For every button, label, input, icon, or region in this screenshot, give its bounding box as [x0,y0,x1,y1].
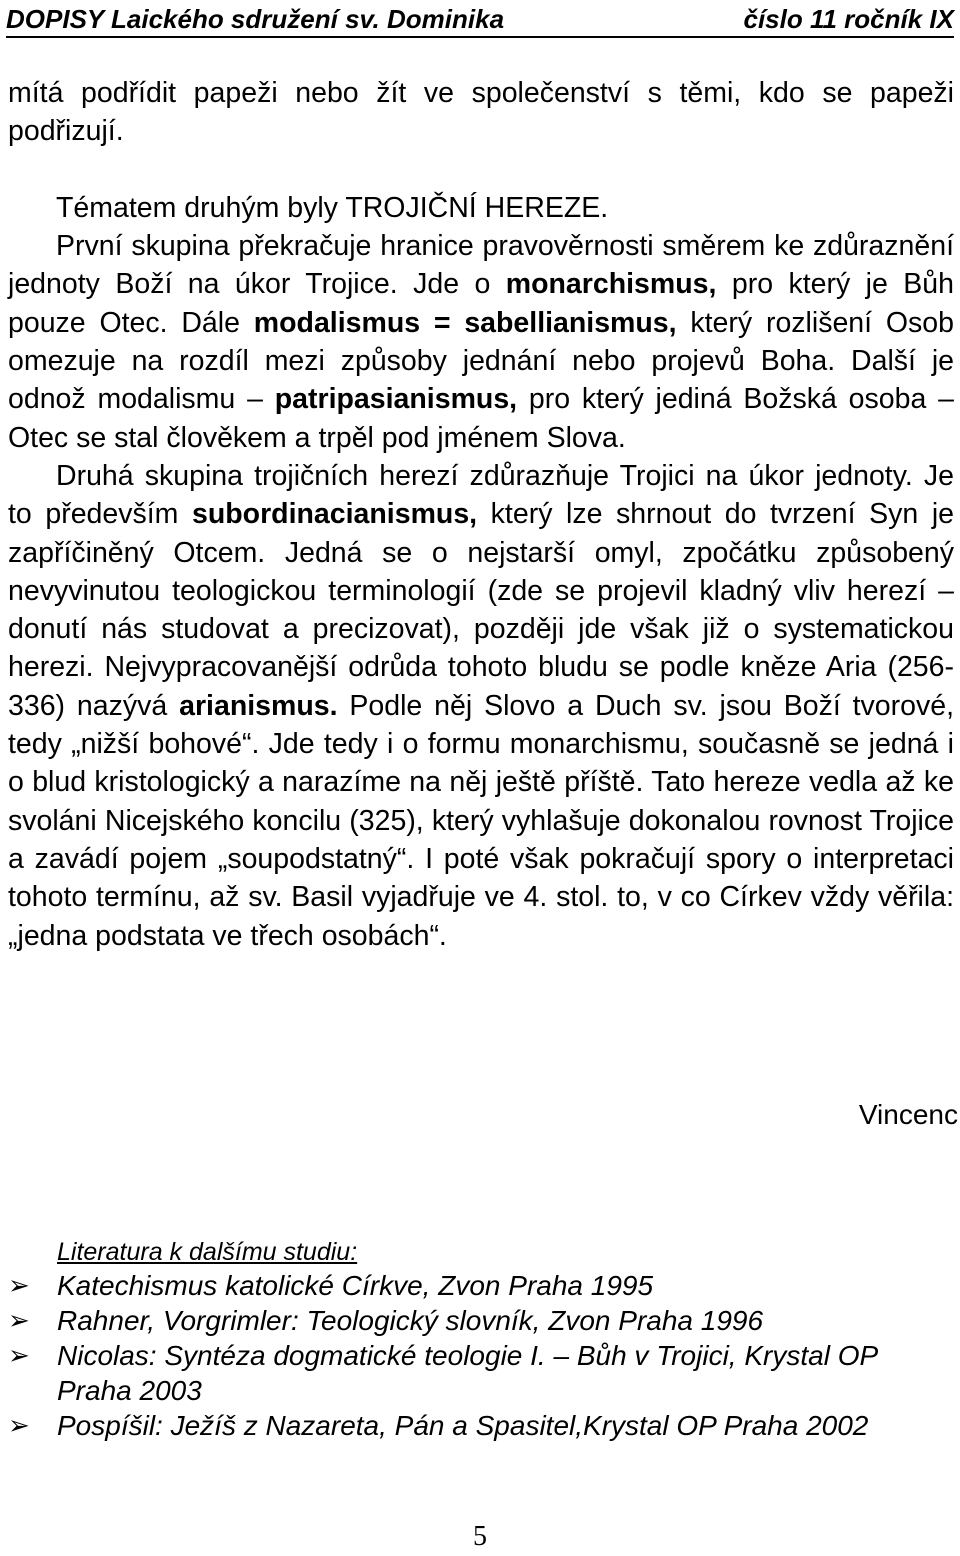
author-signature: Vincenc [858,1099,958,1130]
arrowhead-bullet-icon: ➢ [8,1270,30,1300]
arrowhead-bullet-icon: ➢ [8,1305,30,1335]
literature-item [8,1303,954,1338]
p4-text-2: který lze shrnout do tvrzení Syn je zapříčiněný Otcem. Jedná se o nejstarší omyl, zpočátku způsobený nevyvinutou teologickou terminologií (zde se projevil kladný vliv herezí – donutí nás studovat a precizovat), později jde však již o systematickou herezi. Nejvypracovanější odrůda tohoto bludu se podle kněze Aria (256-336) nazývá [8,498,955,722]
header-title: DOPISY Laického sdružení sv. Dominika [6,4,505,34]
term-modalismus: modalismus = sabellianismus, [253,306,677,339]
paragraph-2-text: Tématem druhým byly TROJIČNÍ HEREZE. [56,191,609,224]
arrowhead-bullet-icon: ➢ [8,1410,30,1440]
literature-title: Literatura k dalšímu studiu: [57,1238,358,1266]
literature-item-text: Katechismus katolické Církve, Zvon Praha 1995 [57,1270,654,1301]
p3-text-2: pro který je Bůh pouze Otec. Dále [8,268,954,339]
p4-text-3: Podle něj Slovo a Duch sv. jsou Boží tvorové, tedy „nižší bohové“. Jde tedy i o formu monarchismu, současně se jedná i o blud kristologický a narazíme na něj ještě příště. Tato hereze vedla až ke svoláni Nicejského koncilu (325), který vyhlašuje dokonalou rovnost Trojice a zavádí pojem „soupodstatný“. I poté však pokračují spory o interpretaci tohoto termínu, až sv. Basil vyjadřuje ve 4. stol. to, v co Církev vždy věřila: „jedna podstata ve třech osobách“. [8,689,954,952]
header-issue: číslo 11 ročník IX [743,4,954,34]
term-subordinacianismus: subordinacianismus, [192,498,478,531]
arrowhead-bullet-icon: ➢ [8,1340,30,1370]
p3-text-3: který rozlišení Osob omezuje na rozdíl mezi způsoby jednání nebo projevů Boha. Další je odnož modalismu – [8,306,954,416]
article-body [8,74,954,955]
p4-text-1: Druhá skupina trojičních herezí zdůrazňuje Trojici na úkor jednoty. Je to především [8,459,954,531]
term-arianismus: arianismus. [179,689,338,722]
term-patripasianismus: patripasianismus, [274,383,518,416]
page-number: 5 [473,1521,487,1552]
paragraph-gap [8,151,954,189]
literature-item [8,1268,954,1303]
literature-item-text: Pospíšil: Ježíš z Nazareta, Pán a Spasitel,Krystal OP Praha 2002 [57,1410,869,1441]
term-monarchismus: monarchismus, [505,268,717,301]
p3-text-1: První skupina překračuje hranice pravověrnosti směrem ke zdůraznění jednoty Boží na úkor Trojice. Jde o [8,230,954,301]
literature-list [8,1268,954,1443]
paragraph-1: mítá podřídit papeži nebo žít ve společenství s těmi, kdo se papeži podřizují. [8,77,954,148]
page-header [6,2,954,38]
literature-item-text: Nicolas: Syntéza dogmatické teologie I. – Bůh v Trojici, Krystal OP Praha 2003 [57,1340,878,1406]
p3-text-4: pro který jediná Božská osoba – Otec se stal člověkem a trpěl pod jménem Slova. [8,383,954,454]
paragraph-2 [8,189,954,227]
literature-item-text: Rahner, Vorgrimler: Teologický slovník, Zvon Praha 1996 [57,1305,764,1336]
paragraph-4 [8,457,954,955]
literature-item [8,1408,954,1443]
literature-item [8,1338,954,1408]
paragraph-3 [8,227,954,457]
